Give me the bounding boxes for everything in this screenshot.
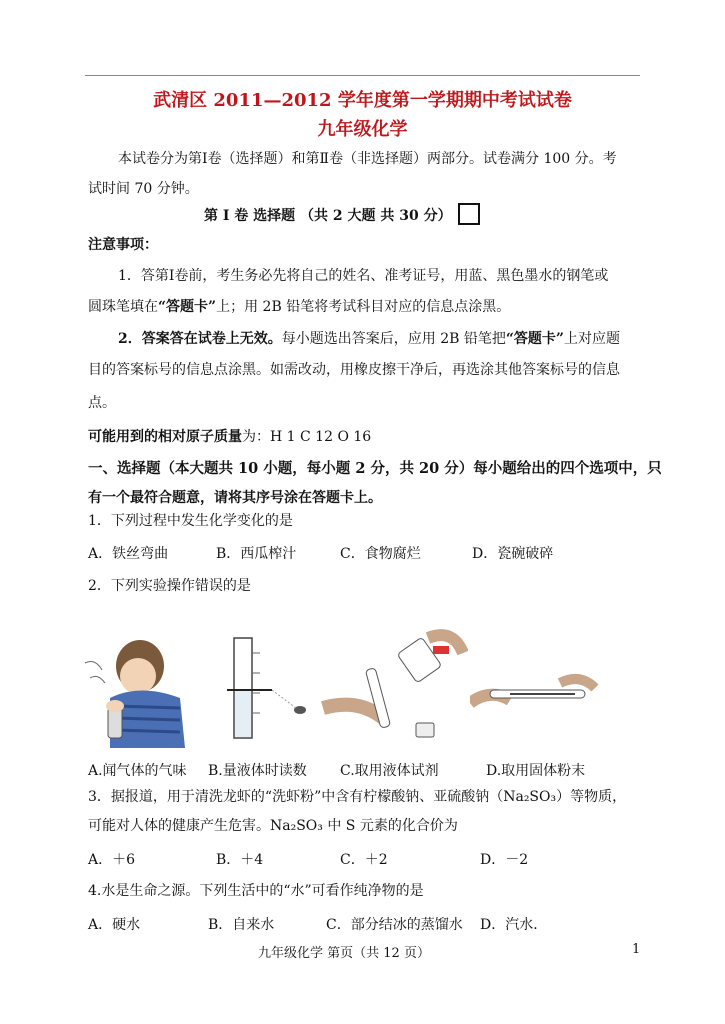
page-number: 1 bbox=[632, 942, 641, 957]
atomic-mass-values: 为：H 1 C 12 O 16 bbox=[242, 429, 372, 445]
q2-stem: 2．下列实验操作错误的是 bbox=[88, 578, 251, 594]
note-1-line-1: 1．答第Ⅰ卷前，考生务必先将自己的姓名、准考证号，用蓝、黑色墨水的钢笔或 bbox=[118, 268, 609, 284]
score-box bbox=[458, 203, 480, 225]
part1-heading-line-1: 一、选择题（本大题共 10 小题，每小题 2 分，共 20 分）每小题给出的四个选项中，只 bbox=[88, 460, 662, 477]
note-1-text-a: 圆珠笔填在 bbox=[88, 299, 158, 315]
section-heading bbox=[204, 203, 480, 225]
intro-line-2: 试时间 70 分钟。 bbox=[88, 181, 199, 197]
q2-option-d: D.取用固体粉末 bbox=[486, 763, 586, 779]
q1-option-c: C．食物腐烂 bbox=[340, 546, 421, 562]
note-1-answer-card: “答题卡” bbox=[158, 299, 217, 315]
q3-option-b: B．＋4 bbox=[216, 852, 264, 868]
part1-heading-line-2: 有一个最符合题意，请将其序号涂在答题卡上。 bbox=[88, 490, 382, 506]
note-2-text-d: 上对应题 bbox=[563, 331, 620, 347]
note-2-answer-card: “答题卡” bbox=[505, 331, 564, 347]
q1-stem: 1．下列过程中发生化学变化的是 bbox=[88, 513, 293, 529]
header-rule bbox=[85, 75, 640, 76]
note-2-line-2: 目的答案标号的信息点涂黑。如需改动，用橡皮擦干净后，再选涂其他答案标号的信息 bbox=[88, 362, 620, 378]
q1-option-d: D．瓷碗破碎 bbox=[472, 546, 554, 562]
boy-smelling-gas-figure bbox=[80, 628, 195, 748]
test-tube-powder-figure bbox=[470, 628, 600, 748]
q1-option-b: B．西瓜榨汁 bbox=[216, 546, 297, 562]
graduated-cylinder-figure bbox=[222, 628, 322, 748]
q4-stem: 4.水是生命之源。下列生活中的“水”可看作纯净物的是 bbox=[88, 883, 424, 899]
section-heading-text: 第 Ⅰ 卷 选择题 （共 2 大题 共 30 分） bbox=[204, 208, 452, 224]
q3-stem-line-2: 可能对人体的健康产生危害。Na₂SO₃ 中 S 元素的化合价为 bbox=[88, 818, 458, 834]
atomic-mass-line bbox=[88, 426, 371, 446]
exam-subtitle: 九年级化学 bbox=[317, 119, 408, 140]
q4-option-c: C．部分结冰的蒸馏水 bbox=[326, 917, 463, 933]
note-2-line-3: 点。 bbox=[88, 395, 116, 411]
atomic-mass-label: 可能用到的相对原子质量 bbox=[88, 429, 242, 445]
note-2-emphasis: 2．答案答在试卷上无效。 bbox=[118, 331, 282, 347]
note-2-line-1 bbox=[118, 328, 620, 348]
intro-line-1: 本试卷分为第Ⅰ卷（选择题）和第Ⅱ卷（非选择题）两部分。试卷满分 100 分。考 bbox=[118, 151, 617, 167]
q1-option-a: A．铁丝弯曲 bbox=[88, 546, 169, 562]
q2-option-a: A.闻气体的气味 bbox=[88, 763, 187, 779]
q3-option-a: A．＋6 bbox=[88, 852, 136, 868]
note-1-line-2 bbox=[88, 296, 510, 316]
q3-option-c: C．＋2 bbox=[340, 852, 388, 868]
pouring-liquid-figure bbox=[318, 628, 468, 748]
note-1-text-c: 上；用 2B 铅笔将考试科目对应的信息点涂黑。 bbox=[216, 299, 511, 315]
q4-option-b: B．自来水 bbox=[208, 917, 275, 933]
q4-option-a: A．硬水 bbox=[88, 917, 141, 933]
q2-option-b: B.量液体时读数 bbox=[208, 763, 307, 779]
footer-text: 九年级化学 第页（共 12 页） bbox=[258, 946, 430, 961]
q3-stem-line-1: 3．据报道，用于清洗龙虾的“洗虾粉”中含有柠檬酸钠、亚硫酸钠（Na₂SO₃）等物质， bbox=[88, 789, 627, 805]
exam-title: 武清区 2011—2012 学年度第一学期期中考试试卷 bbox=[153, 90, 572, 111]
q2-option-c: C.取用液体试剂 bbox=[340, 763, 439, 779]
q3-option-d: D．－2 bbox=[480, 852, 529, 868]
notes-title: 注意事项： bbox=[88, 237, 158, 253]
note-2-text-b: 每小题选出答案后，应用 2B 铅笔把 bbox=[281, 331, 506, 347]
q4-option-d: D．汽水． bbox=[480, 917, 548, 933]
